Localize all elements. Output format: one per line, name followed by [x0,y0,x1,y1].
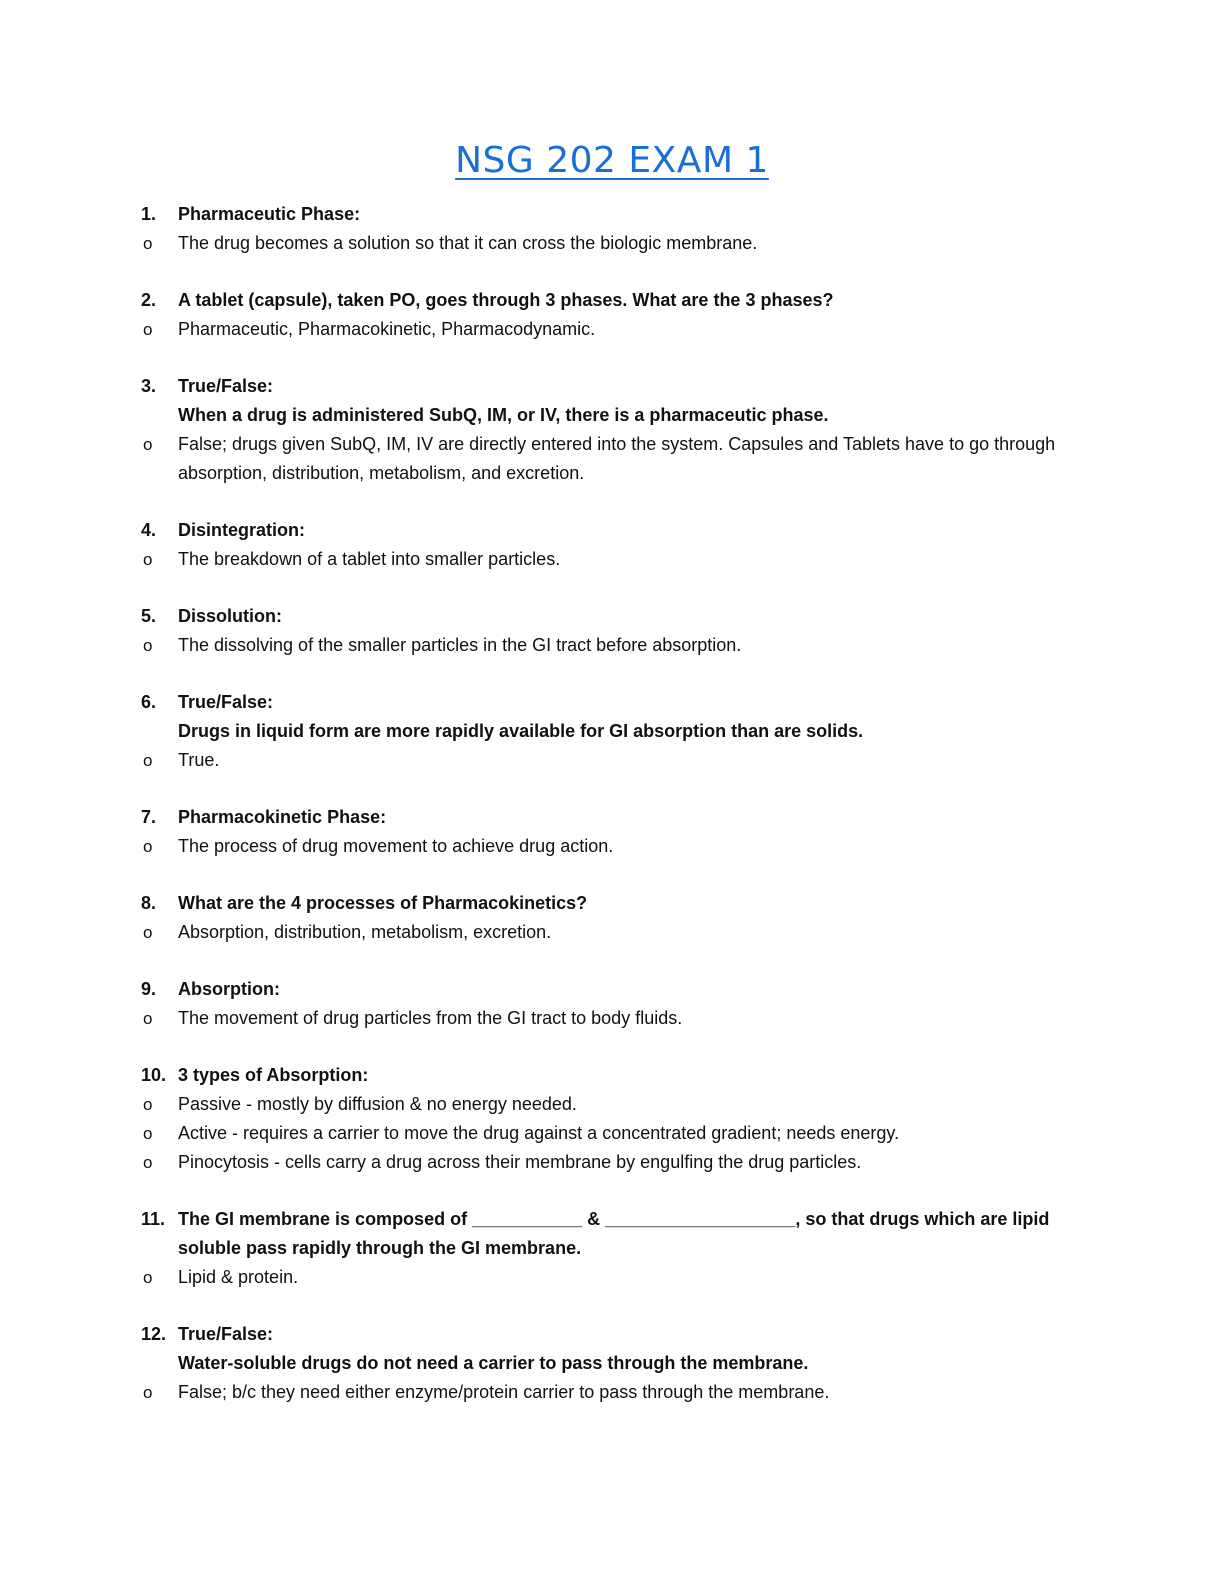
answer-line [0,746,1224,775]
question-text: Absorption: [178,979,280,999]
question-text: Pharmacokinetic Phase: [178,807,387,827]
question-item [0,975,1224,1033]
answer-line [0,1119,1224,1148]
question-list [0,200,1224,1435]
question-number: 4. [141,520,157,540]
question-item [0,286,1224,344]
question-number: 12. [141,1324,167,1344]
question-line [0,401,1224,430]
question-item [0,803,1224,861]
question-text: Dissolution: [178,606,282,626]
question-line [0,889,1224,918]
question-item [0,516,1224,574]
question-line [0,1320,1224,1349]
question-line [0,602,1224,631]
answer-text: False; drugs given SubQ, IM, IV are directly entered into the system. Capsules and Tablets have to go through absorption, distribution, metabolism, and excretion. [178,434,1056,483]
question-number: 5. [141,606,157,626]
answer-text: Pinocytosis - cells carry a drug across their membrane by engulfing the drug particles. [178,1152,862,1172]
hollow-bullet-icon: o [143,320,153,339]
question-text: Water-soluble drugs do not need a carrier to pass through the membrane. [178,1353,809,1373]
question-line [0,717,1224,746]
question-line [0,372,1224,401]
question-text: When a drug is administered SubQ, IM, or IV, there is a pharmaceutic phase. [178,405,829,425]
question-text: True/False: [178,692,274,712]
question-text: Disintegration: [178,520,306,540]
question-number: 1. [141,204,157,224]
question-item [0,200,1224,258]
question-text: True/False: [178,376,274,396]
question-number: 10. [141,1065,167,1085]
question-line [0,803,1224,832]
answer-text: Lipid & protein. [178,1267,299,1287]
question-line [0,286,1224,315]
answer-line [0,545,1224,574]
question-number: 9. [141,979,157,999]
hollow-bullet-icon: o [143,837,153,856]
question-line [0,516,1224,545]
question-number: 2. [141,290,157,310]
answer-line [0,1263,1224,1292]
answer-line [0,631,1224,660]
answer-line [0,1090,1224,1119]
question-item [0,688,1224,775]
hollow-bullet-icon: o [143,550,153,569]
question-number: 11. [141,1209,166,1229]
question-line [0,975,1224,1004]
answer-text: The movement of drug particles from the GI tract to body fluids. [178,1008,683,1028]
answer-text: False; b/c they need either enzyme/protein carrier to pass through the membrane. [178,1382,830,1402]
question-text: The GI membrane is composed of ___________ & ___________________, so that drugs which are lipid soluble pass rapidly through the GI membrane. [178,1209,1050,1258]
answer-text: True. [178,750,220,770]
question-line [0,688,1224,717]
question-number: 7. [141,807,157,827]
question-item [0,372,1224,488]
hollow-bullet-icon: o [143,1124,153,1143]
hollow-bullet-icon: o [143,1153,153,1172]
answer-text: The dissolving of the smaller particles in the GI tract before absorption. [178,635,742,655]
question-text: A tablet (capsule), taken PO, goes through 3 phases. What are the 3 phases? [178,290,834,310]
hollow-bullet-icon: o [143,1268,153,1287]
answer-text: The drug becomes a solution so that it can cross the biologic membrane. [178,233,758,253]
answer-text: Pharmaceutic, Pharmacokinetic, Pharmacodynamic. [178,319,596,339]
hollow-bullet-icon: o [143,1383,153,1402]
hollow-bullet-icon: o [143,234,153,253]
answer-text: The breakdown of a tablet into smaller particles. [178,549,561,569]
answer-text: Absorption, distribution, metabolism, excretion. [178,922,552,942]
hollow-bullet-icon: o [143,923,153,942]
question-line [0,1061,1224,1090]
question-number: 3. [141,376,157,396]
answer-line [0,1148,1224,1177]
question-item [0,1205,1224,1292]
question-text: Pharmaceutic Phase: [178,204,361,224]
answer-line [0,229,1224,258]
question-number: 8. [141,893,157,913]
answer-line [0,315,1224,344]
answer-line [0,918,1224,947]
document-title: NSG 202 EXAM 1 [455,140,769,181]
hollow-bullet-icon: o [143,751,153,770]
hollow-bullet-icon: o [143,435,153,454]
question-text: True/False: [178,1324,274,1344]
question-line [0,200,1224,229]
answer-line [0,832,1224,861]
question-item [0,602,1224,660]
answer-text: Active - requires a carrier to move the drug against a concentrated gradient; needs energy. [178,1123,900,1143]
answer-text: The process of drug movement to achieve drug action. [178,836,614,856]
question-number: 6. [141,692,157,712]
question-item [0,1320,1224,1407]
question-text: What are the 4 processes of Pharmacokinetics? [178,893,588,913]
question-text: Drugs in liquid form are more rapidly available for GI absorption than are solids. [178,721,864,741]
question-item [0,889,1224,947]
question-item [0,1061,1224,1177]
answer-line [0,1004,1224,1033]
hollow-bullet-icon: o [143,636,153,655]
question-line [0,1349,1224,1378]
answer-line [0,430,1224,488]
question-text: 3 types of Absorption: [178,1065,369,1085]
answer-line [0,1378,1224,1407]
question-line [0,1205,1224,1263]
answer-text: Passive - mostly by diffusion & no energy needed. [178,1094,577,1114]
hollow-bullet-icon: o [143,1009,153,1028]
hollow-bullet-icon: o [143,1095,153,1114]
